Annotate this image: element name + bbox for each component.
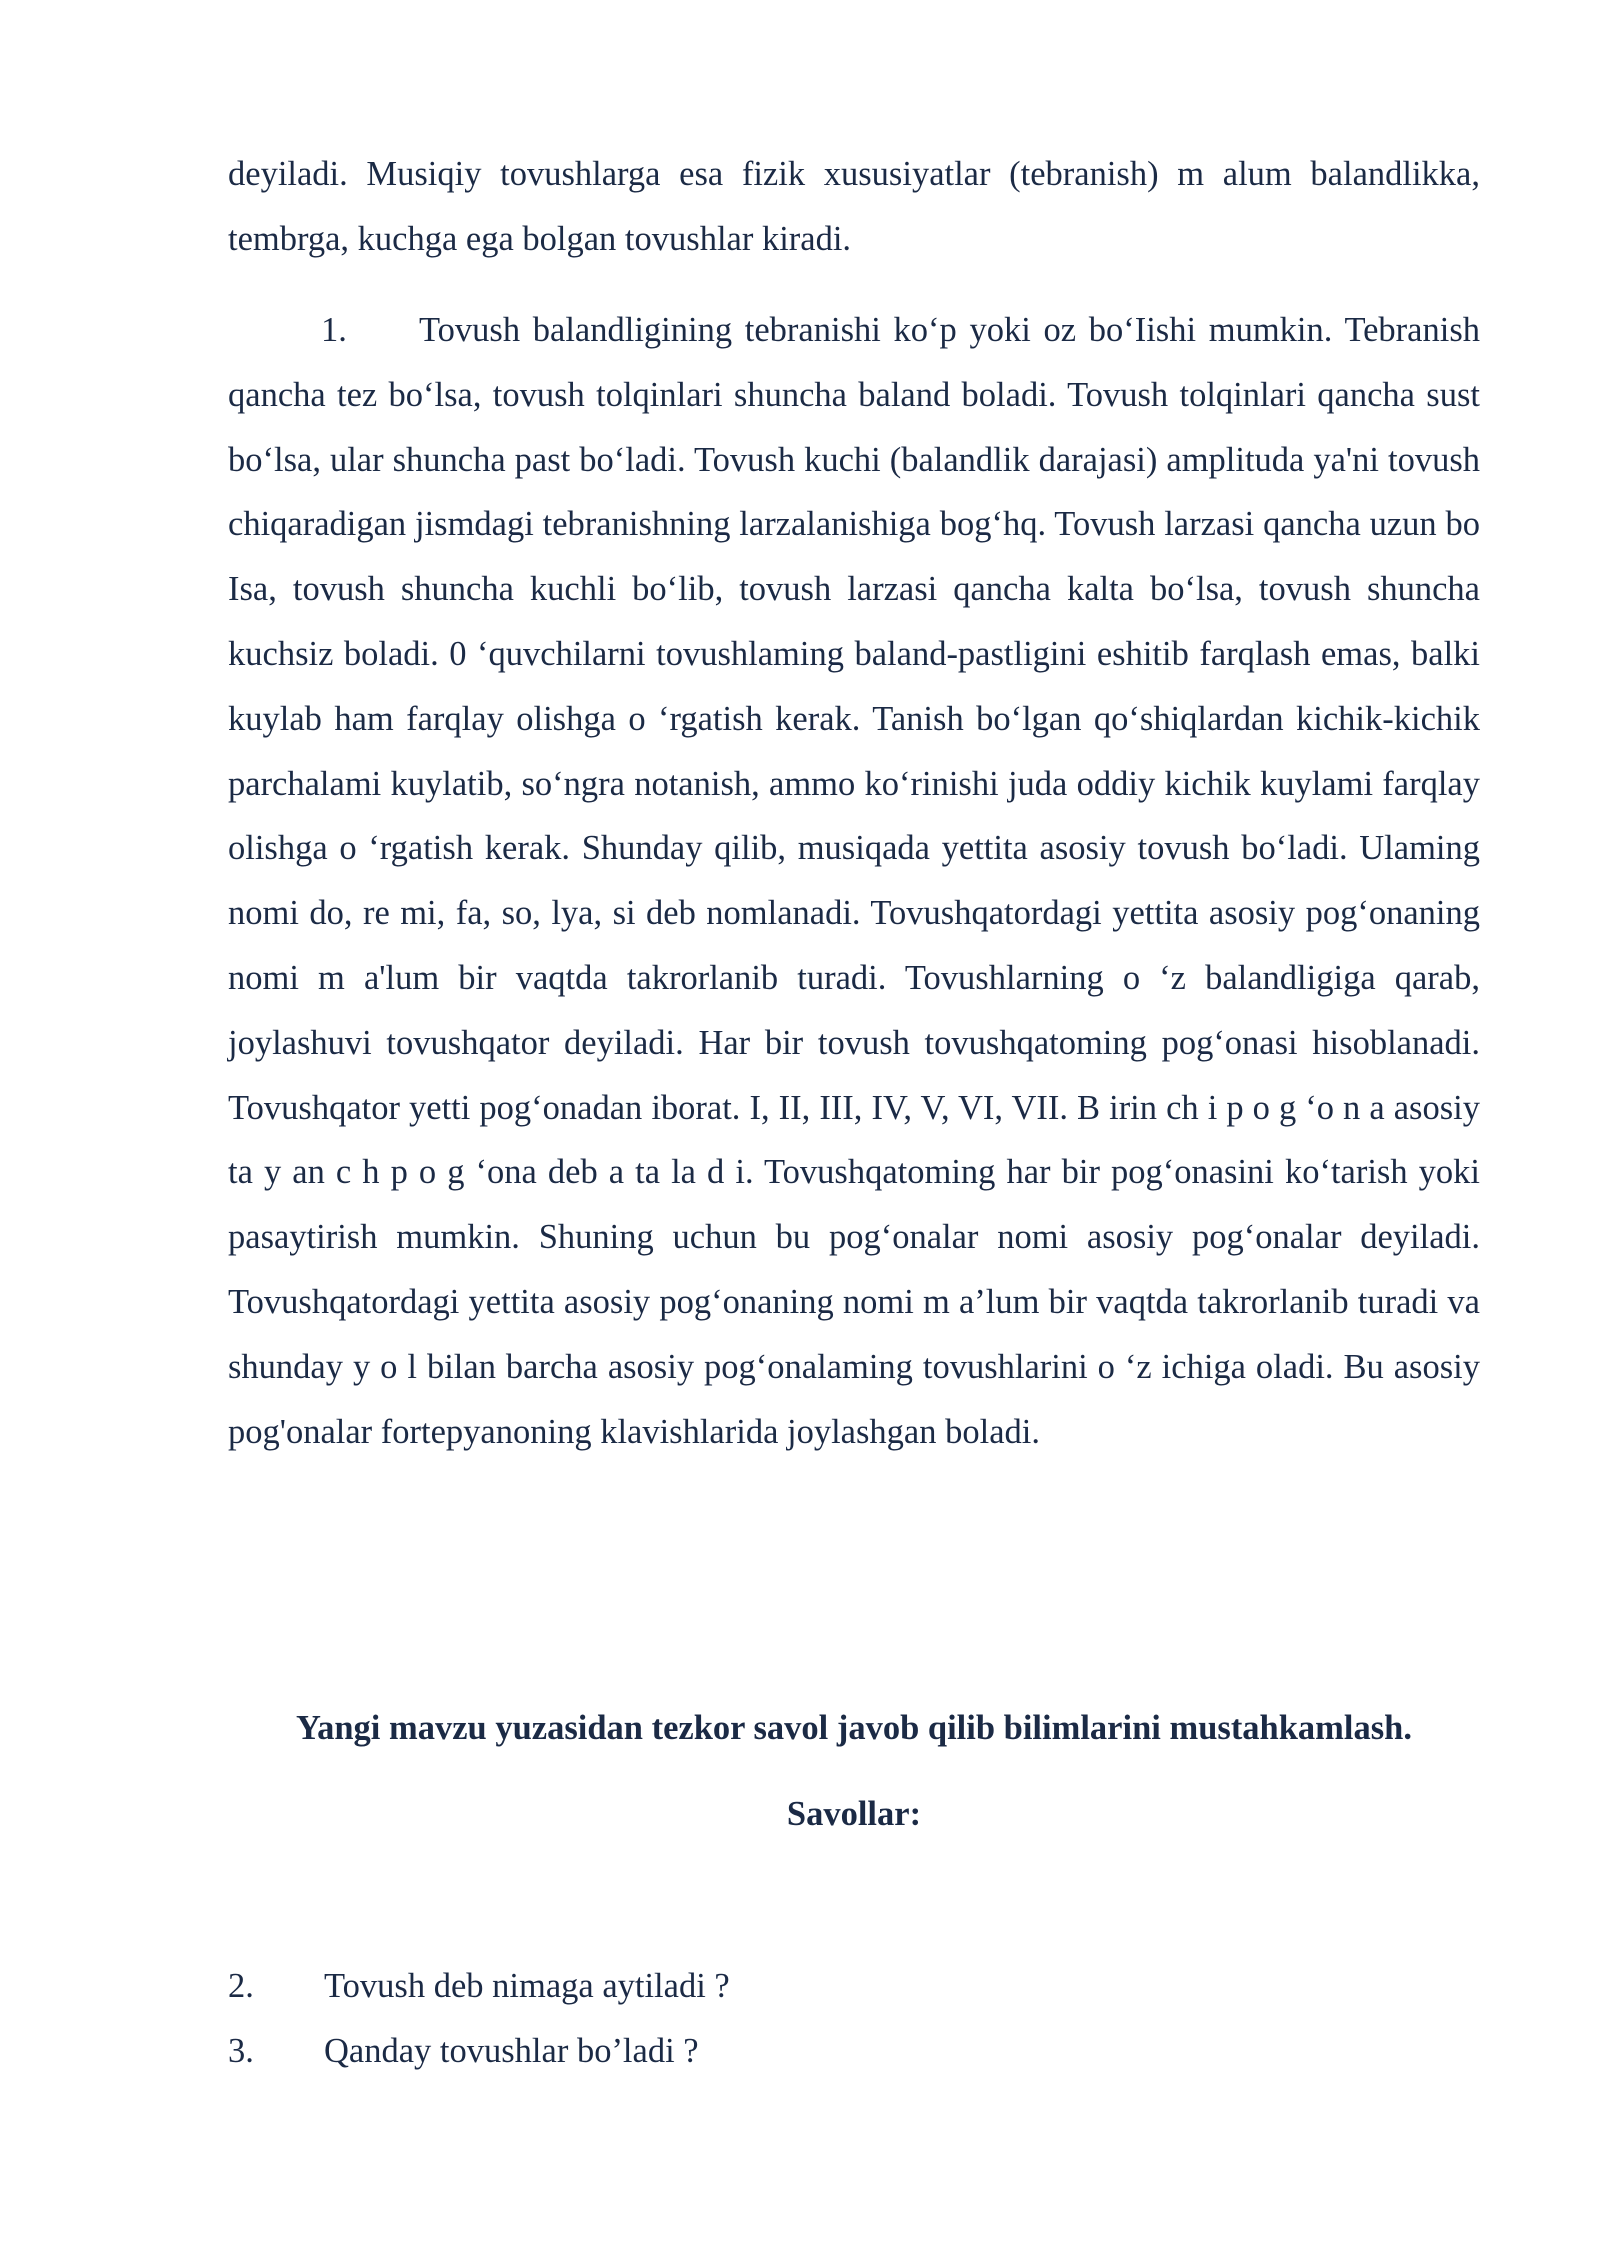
question-item [228, 2026, 1480, 2076]
question-number: 2. [228, 1967, 254, 2005]
paragraph-top: deyiladi. Musiqiy tovushlarga esa fizik xususiyatlar (tebranish) m alum balandlikka, tembrga, kuchga ega bolgan tovushlar kiradi. [228, 155, 1480, 258]
paragraph-main-text: Tovush balandligining tebranishi ko‘p yoki oz bo‘Iishi mumkin. Tebranish qancha tez bo‘lsa, tovush tolqinlari shuncha baland boladi. Tovush tolqinlari qancha sust bo‘lsa, ular shuncha past bo‘ladi. Tovush kuchi (balandlik darajasi) amplituda ya'ni tovush chiqaradigan jismdagi tebranishning larzalanishiga bog‘hq. Tovush larzasi qancha uzun bo Isa, tovush shuncha kuchli bo‘lib, tovush larzasi qancha kalta bo‘lsa, tovush shuncha kuchsiz boladi. 0 ‘quvchilarni tovushlaming baland-pastligini eshitib farqlash emas, balki kuylab ham farqlay olishga o ‘rgatish kerak. Tanish bo‘lgan qo‘shiqlardan kichik-kichik parchalami kuylatib, so‘ngra notanish, ammo ko‘rinishi juda oddiy kichik kuylami farqlay olishga o ‘rgatish kerak. Shunday qilib, musiqada yettita asosiy tovush bo‘ladi. Ulaming nomi do, re mi, fa, so, lya, si deb nomlanadi. Tovushqatordagi yettita asosiy pog‘onaning nomi m a'lum bir vaqtda takrorlanib turadi. Tovushlarning o ‘z balandligiga qarab, joylashuvi tovushqator deyiladi. Har bir tovush tovushqatoming pog‘onasi hisoblanadi. Tovushqator yetti pog‘onadan iborat. I, II, III, IV, V, VI, VII. B irin ch i p o g ‘o n a asosiy ta y an c h p o g ‘ona deb a ta la d i. Tovushqatoming har bir pog‘onasini ko‘tarish yoki pasaytirish mumkin. Shuning uchun bu pog‘onalar nomi asosiy pog‘onalar deyiladi. Tovushqatordagi yettita asosiy pog‘onaning nomi m a’lum bir vaqtda takrorlanib turadi va shunday y o l bilan barcha asosiy pog‘onalaming tovushlarini o ‘z ichiga oladi. Bu asosiy pog'onalar fortepyanoning klavishlarida joylashgan boladi. [228, 311, 1480, 1451]
paragraph-number: 1. [321, 311, 347, 349]
questions-heading: Savollar: [786, 1795, 922, 1833]
section-heading: Yangi mavzu yuzasidan tezkor savol javob qilib bilimlarini mustahkamlash. [295, 1709, 1412, 1747]
paragraph-main [228, 298, 1480, 1464]
question-text: Qanday tovushlar bo’ladi ? [324, 2032, 699, 2070]
question-item [228, 1961, 1480, 2011]
question-number: 3. [228, 2032, 254, 2070]
question-text: Tovush deb nimaga aytiladi ? [324, 1967, 730, 2005]
